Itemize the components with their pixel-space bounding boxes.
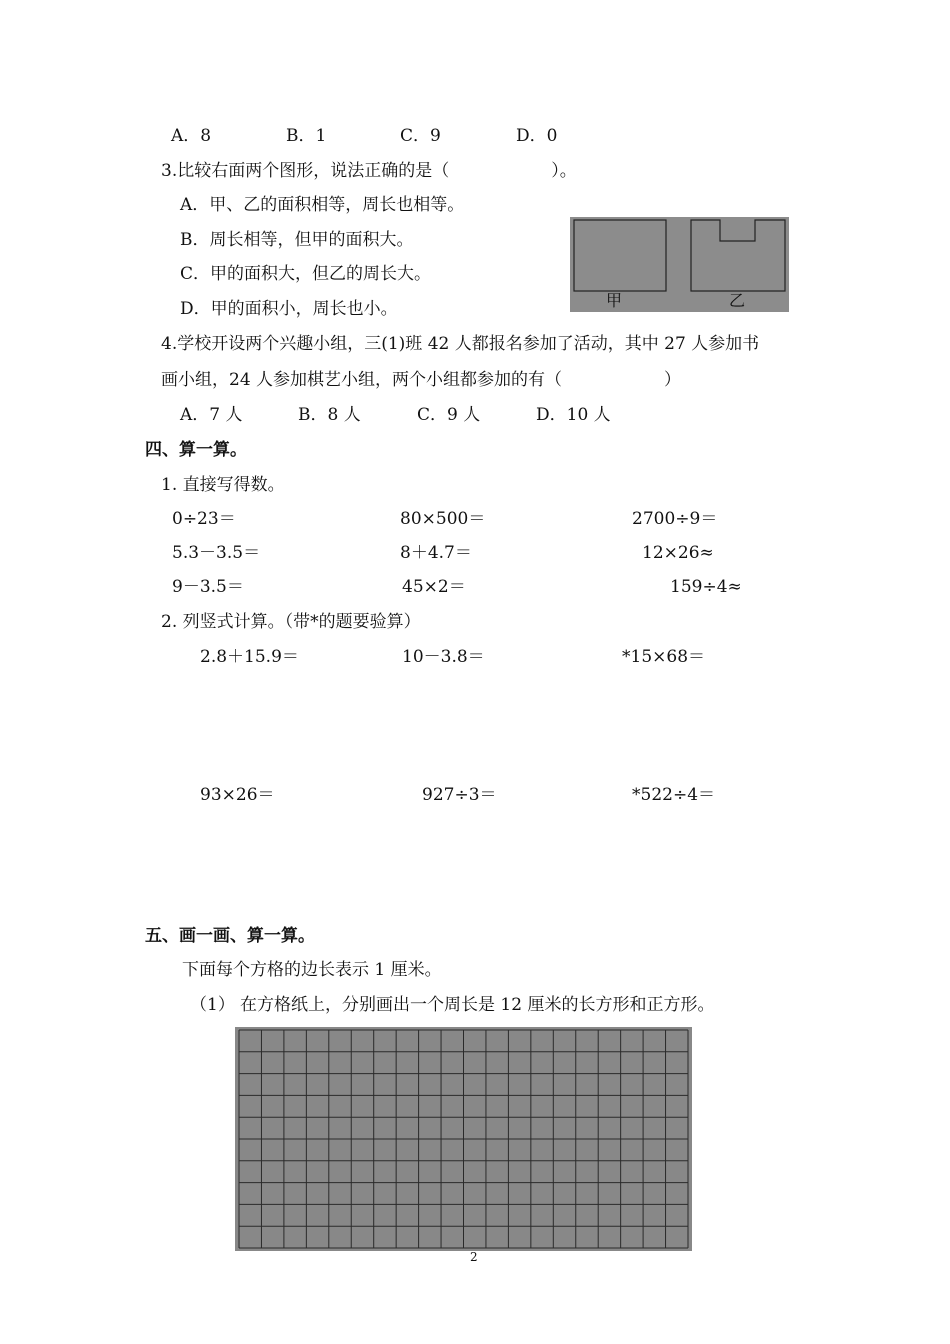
q4-line-2: 画小组，24 人参加棋艺小组，两个小组都参加的有（ ） <box>161 370 682 390</box>
vertical-calc: *522÷4＝ <box>632 785 716 805</box>
section-5-q1-text: 在方格纸上，分别画出一个周长是 12 厘米的长方形和正方形。 <box>240 995 715 1015</box>
figure-label-jia: 甲 <box>606 291 623 310</box>
section-4-sub1: 1. 直接写得数。 <box>161 475 285 495</box>
vertical-calc: 927÷3＝ <box>422 785 497 805</box>
section-4-sub2: 2. 列竖式计算。（带*的题要验算） <box>161 612 421 632</box>
direct-calc: 9－3.5＝ <box>172 577 244 597</box>
q3-option-d: D．甲的面积小，周长也小。 <box>180 299 398 319</box>
vertical-calc: 10－3.8＝ <box>402 647 485 667</box>
direct-calc: 12×26≈ <box>642 543 714 563</box>
q3-option-a: A．甲、乙的面积相等，周长也相等。 <box>180 195 465 215</box>
q3-option-c: C．甲的面积大，但乙的周长大。 <box>180 264 432 284</box>
q3-stem: 3.比较右面两个图形，说法正确的是（ ）。 <box>161 161 577 181</box>
direct-calc: 45×2＝ <box>402 577 466 597</box>
square-grid-paper[interactable] <box>235 1027 692 1251</box>
grid-lines <box>235 1027 692 1251</box>
page-number: 2 <box>470 1250 478 1264</box>
figure-label-yi: 乙 <box>729 291 746 310</box>
q3-figure <box>570 217 789 312</box>
q2-option-a: A．8 <box>171 126 212 146</box>
q2-option-c: C．9 <box>400 126 441 146</box>
q4-option-b: B．8 人 <box>298 405 361 425</box>
direct-calc: 80×500＝ <box>400 509 486 529</box>
section-5-q1-number: （1） <box>190 995 235 1015</box>
shape-jia <box>574 220 666 291</box>
q3-figure-shapes <box>570 217 789 312</box>
section-4-title: 四、算一算。 <box>145 440 247 460</box>
direct-calc: 0÷23＝ <box>172 509 236 529</box>
q3-option-b: B．周长相等，但甲的面积大。 <box>180 230 414 250</box>
direct-calc: 159÷4≈ <box>670 577 742 597</box>
q4-line-1: 4.学校开设两个兴趣小组，三(1)班 42 人都报名参加了活动，其中 27 人参加书 <box>161 334 760 354</box>
q4-option-d: D．10 人 <box>536 405 611 425</box>
section-5-title: 五、画一画、算一算。 <box>145 926 315 946</box>
direct-calc: 8＋4.7＝ <box>400 543 472 563</box>
q2-option-b: B．1 <box>286 126 327 146</box>
direct-calc: 5.3－3.5＝ <box>172 543 261 563</box>
direct-calc: 2700÷9＝ <box>632 509 718 529</box>
vertical-calc: *15×68＝ <box>622 647 706 667</box>
vertical-calc: 2.8＋15.9＝ <box>200 647 299 667</box>
section-5-intro: 下面每个方格的边长表示 1 厘米。 <box>182 960 442 980</box>
vertical-calc: 93×26＝ <box>200 785 275 805</box>
q2-option-d: D．0 <box>516 126 558 146</box>
shape-yi <box>691 220 785 291</box>
q4-option-a: A．7 人 <box>180 405 243 425</box>
q4-option-c: C．9 人 <box>417 405 481 425</box>
